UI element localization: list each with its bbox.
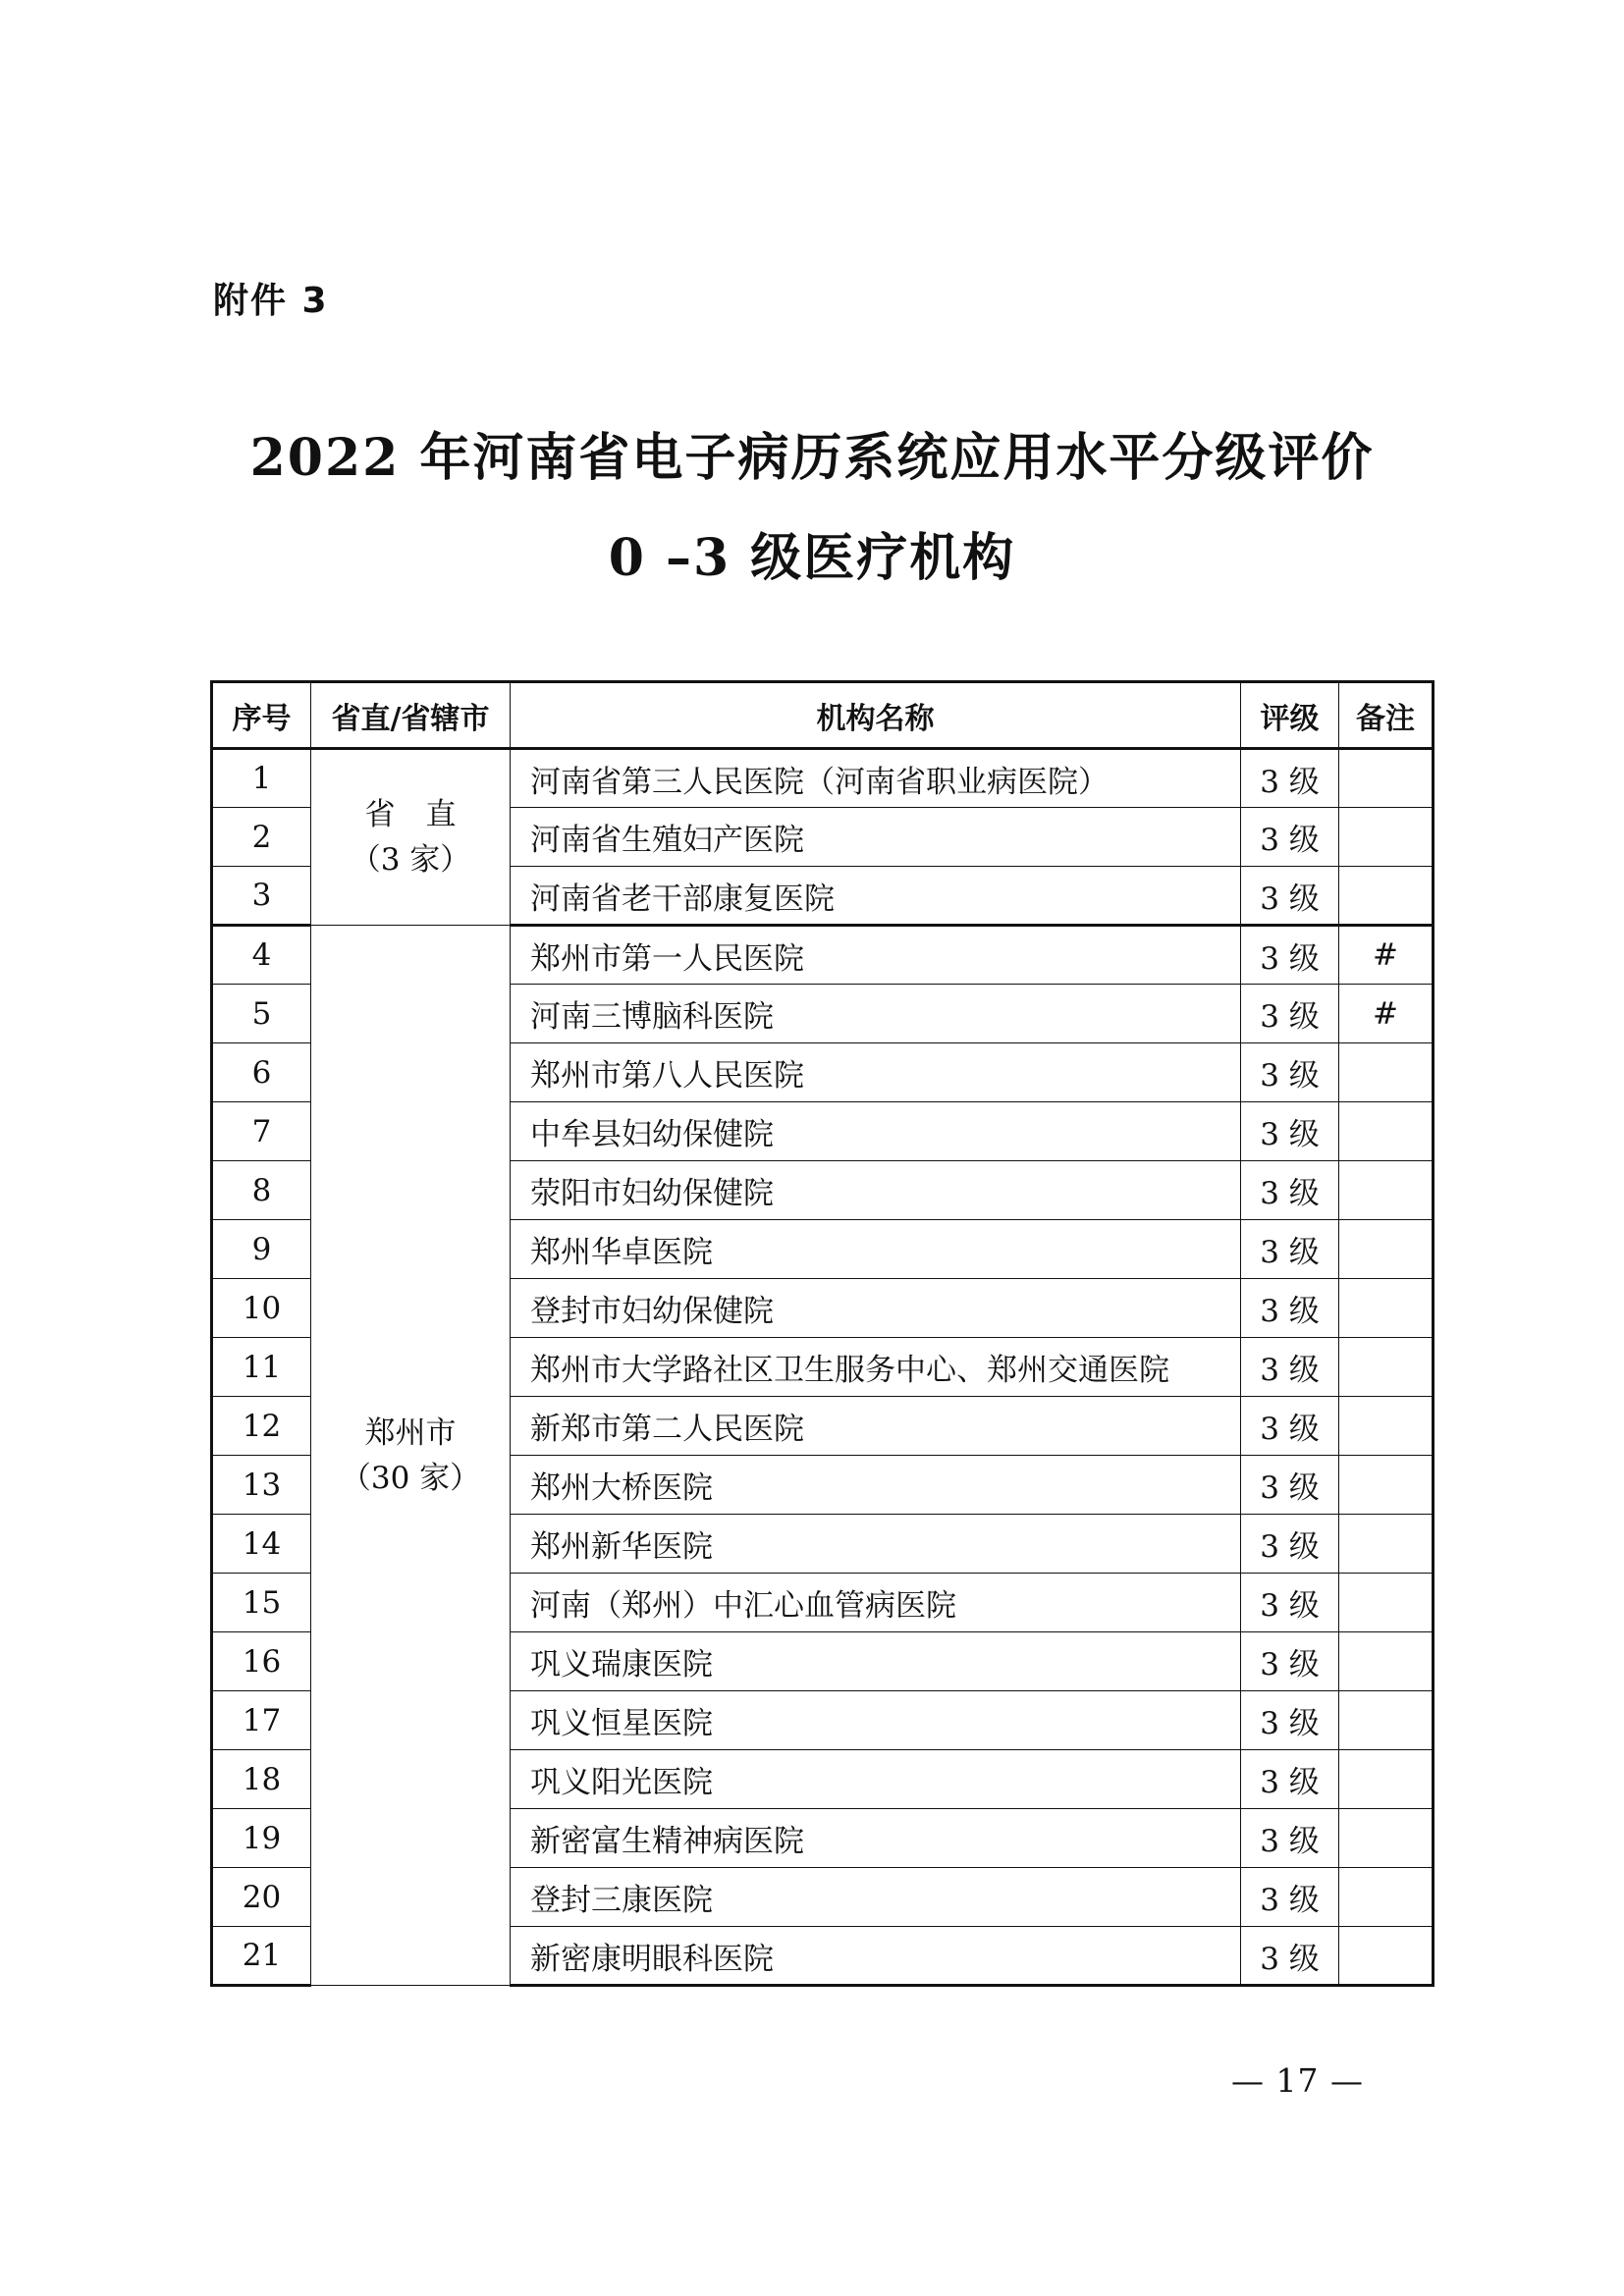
institution-name-cell: 登封三康医院 <box>511 1868 1241 1927</box>
serial-cell: 10 <box>212 1279 311 1338</box>
grade-cell: 3 级 <box>1241 749 1339 808</box>
grade-cell: 3 级 <box>1241 926 1339 985</box>
region-name: 郑州市 <box>364 1415 457 1451</box>
attachment-label: 附件 3 <box>213 281 329 321</box>
institution-name-cell: 新郑市第二人民医院 <box>511 1397 1241 1456</box>
institution-name-cell: 河南省第三人民医院（河南省职业病医院） <box>511 749 1241 808</box>
grade-cell: 3 级 <box>1241 808 1339 867</box>
grade-cell: 3 级 <box>1241 1397 1339 1456</box>
remark-cell <box>1339 808 1434 867</box>
region-name: 省 直 <box>364 797 457 832</box>
serial-cell: 7 <box>212 1102 311 1161</box>
serial-cell: 1 <box>212 749 311 808</box>
remark-cell <box>1339 1397 1434 1456</box>
serial-cell: 6 <box>212 1043 311 1102</box>
institution-name-cell: 郑州市第一人民医院 <box>511 926 1241 985</box>
grade-cell: 3 级 <box>1241 867 1339 926</box>
remark-cell <box>1339 1456 1434 1515</box>
header-grade: 评级 <box>1241 682 1339 749</box>
grade-cell: 3 级 <box>1241 1102 1339 1161</box>
serial-cell: 5 <box>212 985 311 1043</box>
serial-cell: 11 <box>212 1338 311 1397</box>
region-cell <box>311 926 511 1986</box>
serial-cell: 13 <box>212 1456 311 1515</box>
grade-cell: 3 级 <box>1241 1868 1339 1927</box>
remark-cell <box>1339 1515 1434 1574</box>
institution-name-cell: 郑州大桥医院 <box>511 1456 1241 1515</box>
document-title-line2: 0 –3 级医疗机构 <box>608 528 1016 588</box>
serial-cell: 19 <box>212 1809 311 1868</box>
remark-cell <box>1339 867 1434 926</box>
institution-name-cell: 登封市妇幼保健院 <box>511 1279 1241 1338</box>
grade-cell: 3 级 <box>1241 1338 1339 1397</box>
institution-name-cell: 新密富生精神病医院 <box>511 1809 1241 1868</box>
remark-cell <box>1339 1691 1434 1750</box>
serial-cell: 16 <box>212 1632 311 1691</box>
header-serial: 序号 <box>212 682 311 749</box>
institution-name-cell: 荥阳市妇幼保健院 <box>511 1161 1241 1220</box>
serial-cell: 20 <box>212 1868 311 1927</box>
serial-cell: 2 <box>212 808 311 867</box>
page-number: — 17 — <box>1231 2061 1364 2100</box>
grade-cell: 3 级 <box>1241 1574 1339 1632</box>
header-remarks: 备注 <box>1339 682 1434 749</box>
serial-cell: 4 <box>212 926 311 985</box>
serial-cell: 17 <box>212 1691 311 1750</box>
grade-cell: 3 级 <box>1241 1632 1339 1691</box>
header-region: 省直/省辖市 <box>311 682 511 749</box>
document-title-line1: 2022 年河南省电子病历系统应用水平分级评价 <box>249 428 1375 488</box>
institution-name-cell: 郑州华卓医院 <box>511 1220 1241 1279</box>
institution-name-cell: 巩义阳光医院 <box>511 1750 1241 1809</box>
grade-cell: 3 级 <box>1241 1809 1339 1868</box>
remark-cell <box>1339 1750 1434 1809</box>
grade-cell: 3 级 <box>1241 1279 1339 1338</box>
institution-name-cell: 河南省生殖妇产医院 <box>511 808 1241 867</box>
remark-cell <box>1339 1927 1434 1986</box>
institution-name-cell: 巩义瑞康医院 <box>511 1632 1241 1691</box>
region-count: （30 家） <box>340 1460 481 1496</box>
institution-name-cell: 郑州新华医院 <box>511 1515 1241 1574</box>
serial-cell: 3 <box>212 867 311 926</box>
table-row <box>212 926 1434 985</box>
serial-cell: 15 <box>212 1574 311 1632</box>
institution-name-cell: 河南三博脑科医院 <box>511 985 1241 1043</box>
grade-cell: 3 级 <box>1241 1691 1339 1750</box>
institution-table <box>210 680 1435 1987</box>
remark-cell <box>1339 1220 1434 1279</box>
serial-cell: 18 <box>212 1750 311 1809</box>
grade-cell: 3 级 <box>1241 1750 1339 1809</box>
remark-cell: # <box>1339 926 1434 985</box>
institution-name-cell: 河南（郑州）中汇心血管病医院 <box>511 1574 1241 1632</box>
remark-cell <box>1339 1868 1434 1927</box>
remark-cell <box>1339 749 1434 808</box>
header-institution-name: 机构名称 <box>511 682 1241 749</box>
serial-cell: 14 <box>212 1515 311 1574</box>
serial-cell: 21 <box>212 1927 311 1986</box>
institution-name-cell: 新密康明眼科医院 <box>511 1927 1241 1986</box>
region-cell <box>311 749 511 926</box>
remark-cell <box>1339 1632 1434 1691</box>
remark-cell <box>1339 1574 1434 1632</box>
serial-cell: 8 <box>212 1161 311 1220</box>
institution-name-cell: 巩义恒星医院 <box>511 1691 1241 1750</box>
remark-cell <box>1339 1043 1434 1102</box>
serial-cell: 9 <box>212 1220 311 1279</box>
institution-name-cell: 郑州市第八人民医院 <box>511 1043 1241 1102</box>
remark-cell <box>1339 1161 1434 1220</box>
remark-cell <box>1339 1102 1434 1161</box>
institution-name-cell: 河南省老干部康复医院 <box>511 867 1241 926</box>
table-header-row <box>212 682 1434 749</box>
table-row <box>212 749 1434 808</box>
remark-cell <box>1339 1809 1434 1868</box>
grade-cell: 3 级 <box>1241 1456 1339 1515</box>
institution-name-cell: 郑州市大学路社区卫生服务中心、郑州交通医院 <box>511 1338 1241 1397</box>
grade-cell: 3 级 <box>1241 985 1339 1043</box>
remark-cell: # <box>1339 985 1434 1043</box>
grade-cell: 3 级 <box>1241 1515 1339 1574</box>
grade-cell: 3 级 <box>1241 1161 1339 1220</box>
serial-cell: 12 <box>212 1397 311 1456</box>
grade-cell: 3 级 <box>1241 1043 1339 1102</box>
region-count: （3 家） <box>350 842 471 878</box>
remark-cell <box>1339 1338 1434 1397</box>
grade-cell: 3 级 <box>1241 1927 1339 1986</box>
institution-name-cell: 中牟县妇幼保健院 <box>511 1102 1241 1161</box>
grade-cell: 3 级 <box>1241 1220 1339 1279</box>
remark-cell <box>1339 1279 1434 1338</box>
